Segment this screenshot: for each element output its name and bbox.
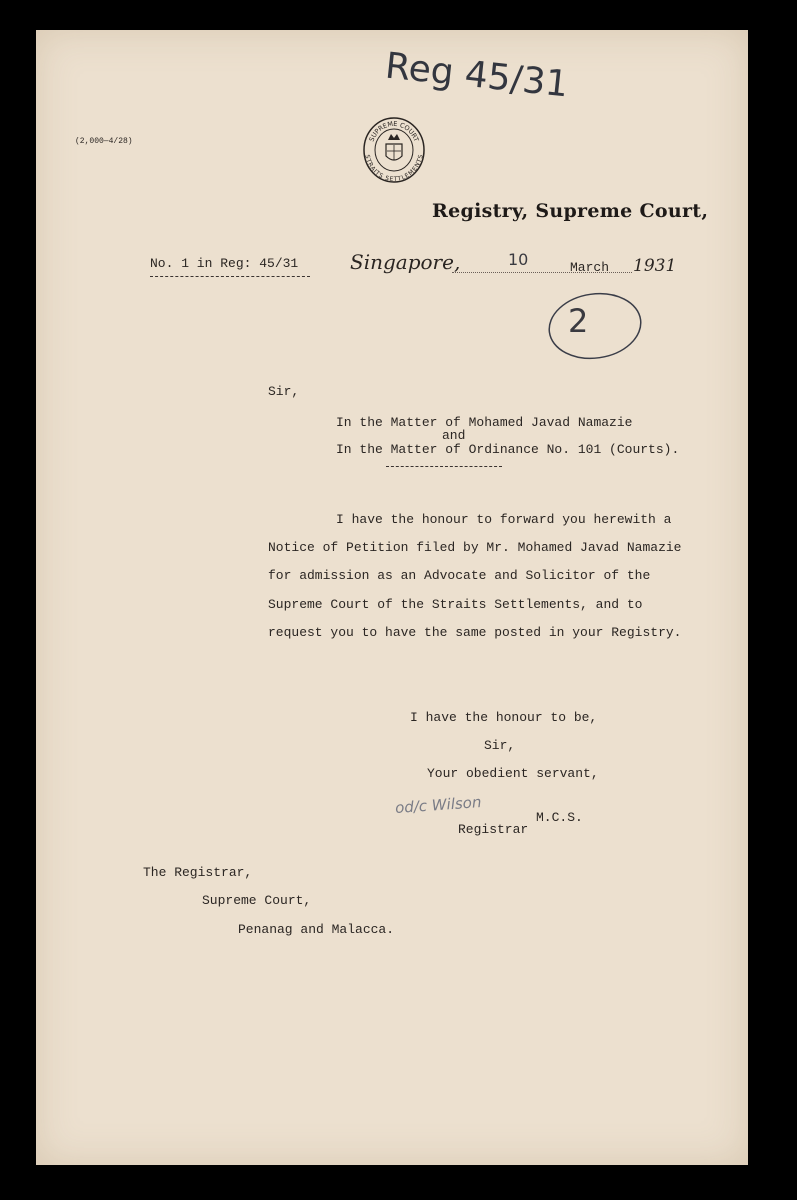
addressee-line-2: Supreme Court, — [202, 893, 312, 908]
place-name: Singapore, — [350, 250, 461, 274]
matter-line-2: In the Matter of Ordinance No. 101 (Courts). — [336, 442, 680, 457]
matter-line-1: In the Matter of Mohamed Javad Namazie — [336, 415, 633, 430]
closing-line-1: I have the honour to be, — [410, 710, 598, 725]
seal-text-bottom: STRAITS SETTLEMENTS — [363, 154, 425, 184]
matter-underline — [386, 466, 502, 467]
court-seal — [362, 112, 426, 184]
body-line-1: I have the honour to forward you herewith a — [336, 512, 672, 527]
body-line-3: for admission as an Advocate and Solicitor of the — [268, 568, 651, 583]
signature: od/c Wilson — [394, 793, 482, 817]
seal-text-top: SUPREME COURT — [367, 119, 421, 143]
signer-title: M.C.S. — [536, 810, 583, 825]
body-line-2: Notice of Petition filed by Mr. Mohamed Javad Namazie — [268, 540, 682, 555]
body-line-5: request you to have the same posted in your Registry. — [268, 625, 682, 640]
salutation: Sir, — [268, 384, 300, 399]
file-number-underline — [150, 276, 310, 277]
signer-role: Registrar — [458, 822, 529, 837]
circled-number: 2 — [568, 302, 589, 340]
date-year: 1931 — [633, 256, 677, 276]
date-month: March — [570, 260, 610, 275]
closing-line-3: Your obedient servant, — [427, 766, 599, 781]
file-number: No. 1 in Reg: 45/31 — [150, 256, 299, 271]
addressee-line-1: The Registrar, — [143, 865, 253, 880]
form-code: (2,000—4/28) — [75, 137, 133, 146]
closing-line-2: Sir, — [484, 738, 516, 753]
matter-and: and — [442, 428, 466, 443]
date-day: 10 — [508, 250, 529, 269]
circled-annotation — [545, 290, 645, 362]
office-heading: Registry, Supreme Court, — [432, 200, 709, 222]
handwritten-reference: Reg 45/31 — [383, 45, 571, 106]
body-line-4: Supreme Court of the Straits Settlements, and to — [268, 597, 643, 612]
addressee-line-3: Penanag and Malacca. — [238, 922, 395, 937]
